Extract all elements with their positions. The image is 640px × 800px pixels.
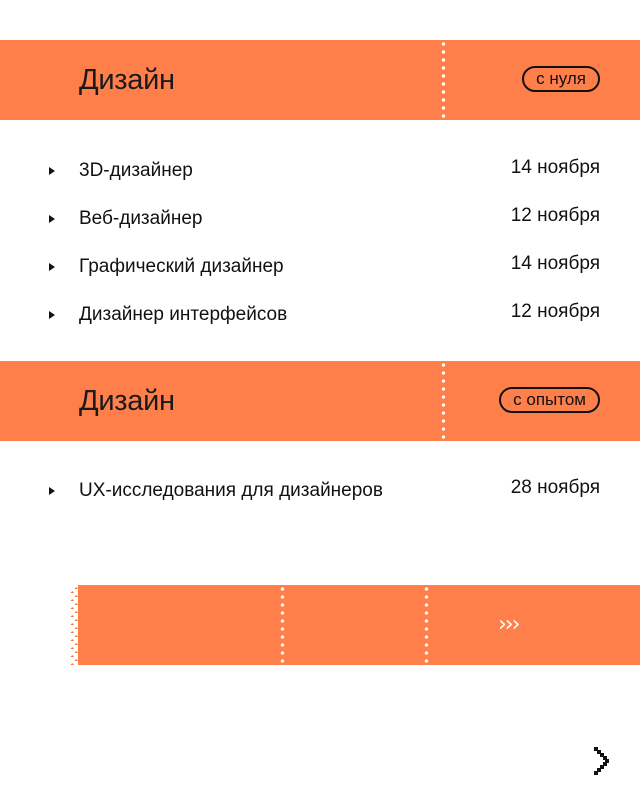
list-item[interactable] bbox=[0, 476, 640, 506]
perforation-divider bbox=[441, 40, 446, 120]
perforation-divider bbox=[280, 585, 285, 665]
list-item[interactable] bbox=[0, 204, 640, 234]
ticket-zigzag-edge bbox=[70, 585, 78, 665]
course-title: 3D-дизайнер bbox=[79, 160, 193, 181]
list-item[interactable] bbox=[0, 300, 640, 330]
section-header-design-beginner bbox=[0, 40, 640, 120]
level-badge: с опытом bbox=[499, 387, 600, 413]
triangle-bullet-icon bbox=[49, 487, 55, 495]
perforation-divider bbox=[441, 361, 446, 441]
triple-chevron-icon: ››› bbox=[498, 612, 519, 637]
course-start-date: 14 ноября bbox=[510, 157, 600, 178]
course-start-date: 28 ноября bbox=[510, 477, 600, 498]
course-title: Веб-дизайнер bbox=[79, 208, 203, 229]
list-item[interactable] bbox=[0, 252, 640, 282]
course-start-date: 14 ноября bbox=[510, 253, 600, 274]
triangle-bullet-icon bbox=[49, 215, 55, 223]
triangle-bullet-icon bbox=[49, 167, 55, 175]
section-title: Дизайн bbox=[79, 64, 175, 96]
course-title: Дизайнер интерфейсов bbox=[79, 304, 288, 325]
course-title: Графический дизайнер bbox=[79, 256, 284, 277]
level-badge: с нуля bbox=[522, 66, 600, 92]
ticket-strip bbox=[70, 585, 640, 665]
triangle-bullet-icon bbox=[49, 311, 55, 319]
chevron-right-icon bbox=[588, 744, 618, 778]
section-title: Дизайн bbox=[79, 385, 175, 417]
triangle-bullet-icon bbox=[49, 263, 55, 271]
course-start-date: 12 ноября bbox=[510, 205, 600, 226]
course-title: UX-исследования для дизайнеров bbox=[79, 480, 383, 501]
list-item[interactable] bbox=[0, 156, 640, 186]
section-header-design-experienced bbox=[0, 361, 640, 441]
next-slide-button[interactable] bbox=[588, 744, 618, 778]
course-start-date: 12 ноября bbox=[510, 301, 600, 322]
perforation-divider bbox=[424, 585, 429, 665]
